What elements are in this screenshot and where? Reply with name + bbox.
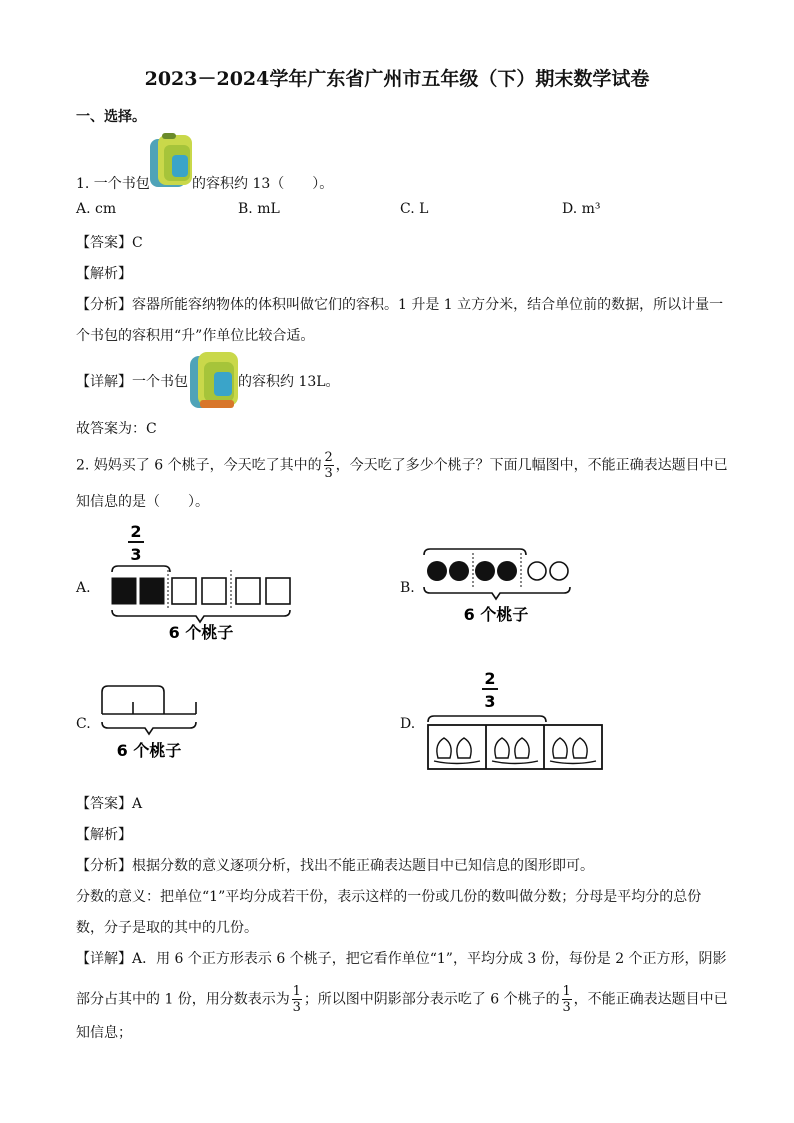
fig-a-numerator: 2: [130, 522, 142, 541]
frac-numerator: 1: [292, 984, 301, 999]
q2-detail-text-a: 部分占其中的 1 份，用分数表示为: [76, 991, 290, 1008]
frac-denominator: 3: [562, 1000, 571, 1015]
figure-b: [420, 545, 580, 630]
fig-d-numerator: 2: [484, 669, 496, 688]
q1-analysis-heading: 【解析】: [76, 266, 132, 282]
q2-detail-line3: 知信息；: [76, 1025, 132, 1041]
backpack-icon: [188, 350, 240, 412]
fig-a-denominator: 3: [130, 545, 142, 564]
frac-numerator: 2: [324, 450, 333, 465]
frac-denominator: 3: [324, 466, 333, 481]
backpack-icon: [148, 133, 194, 191]
q2-option-b-label: B.: [400, 580, 415, 596]
section-heading: 一、选择。: [76, 109, 146, 125]
q1-stem-prefix: 1. 一个书包: [76, 176, 150, 192]
q1-option-d: D. m³: [562, 201, 601, 217]
q2-meaning-line1: 分数的意义：把单位“1”平均分成若干份，表示这样的一份或几份的数叫做分数；分母是平均分的总份: [76, 889, 702, 905]
q2-stem-text-a: 2. 妈妈买了 6 个桃子，今天吃了其中的: [76, 457, 322, 474]
fig-b-caption: 6 个桃子: [463, 605, 529, 624]
fig-a-caption: 6 个桃子: [168, 623, 234, 642]
q2-stem-text-b: ，今天吃了多少个桃子？下面几幅图中，不能正确表达题目中已: [335, 457, 728, 474]
frac-denominator: 3: [292, 1000, 301, 1015]
figure-c: [98, 680, 208, 765]
q1-detail-suffix: 的容积约 13L。: [238, 374, 340, 390]
q2-analysis: 【分析】根据分数的意义逐项分析，找出不能正确表达题目中已知信息的图形即可。: [76, 858, 594, 874]
fig-c-caption: 6 个桃子: [116, 741, 182, 760]
q2-option-c-label: C.: [76, 716, 91, 732]
fraction-one-third: [562, 984, 572, 1015]
q2-detail-text-b: ；所以图中阴影部分表示吃了 6 个桃子的: [303, 991, 560, 1008]
q2-stem-line2: 知信息的是（ ）。: [76, 494, 209, 510]
peach-icons: [434, 738, 596, 764]
q2-meaning-line2: 数，分子是取的其中的几份。: [76, 920, 258, 936]
q1-answer: 【答案】C: [76, 235, 143, 251]
q1-option-b: B. mL: [238, 201, 280, 217]
q2-detail-text-c: ，不能正确表达题目中已: [573, 991, 728, 1008]
q2-option-d-label: D.: [400, 716, 416, 732]
q1-detail-prefix: 【详解】一个书包: [76, 374, 188, 390]
q1-option-c: C. L: [400, 201, 429, 217]
q1-stem-suffix: 的容积约 13（ ）。: [192, 176, 334, 192]
q2-analysis-heading: 【解析】: [76, 827, 132, 843]
figure-d: [424, 666, 584, 776]
figure-a: [108, 520, 298, 645]
q1-final-answer: 故答案为：C: [76, 421, 157, 437]
q2-stem-line1: [76, 450, 728, 481]
q2-detail-line2: [76, 984, 728, 1015]
q1-option-a: A. cm: [76, 201, 117, 217]
q1-analysis-line2: 个书包的容积用“升”作单位比较合适。: [76, 328, 315, 344]
page-title: 2023－2024学年广东省广州市五年级（下）期末数学试卷: [144, 68, 650, 90]
q2-answer: 【答案】A: [76, 796, 143, 812]
q2-detail-line1: 【详解】A．用 6 个正方形表示 6 个桃子，把它看作单位“1”，平均分成 3 份，每份是 2 个正方形，阴影: [76, 951, 727, 967]
fraction-one-third: [292, 984, 302, 1015]
q1-analysis-line1: 【分析】容器所能容纳物体的体积叫做它们的容积。1 升是 1 立方分米，结合单位前的数据，所以计量一: [76, 297, 724, 313]
fraction-two-thirds: [324, 450, 334, 481]
frac-numerator: 1: [562, 984, 571, 999]
fig-d-denominator: 3: [484, 692, 496, 711]
q2-option-a-label: A.: [76, 580, 91, 596]
